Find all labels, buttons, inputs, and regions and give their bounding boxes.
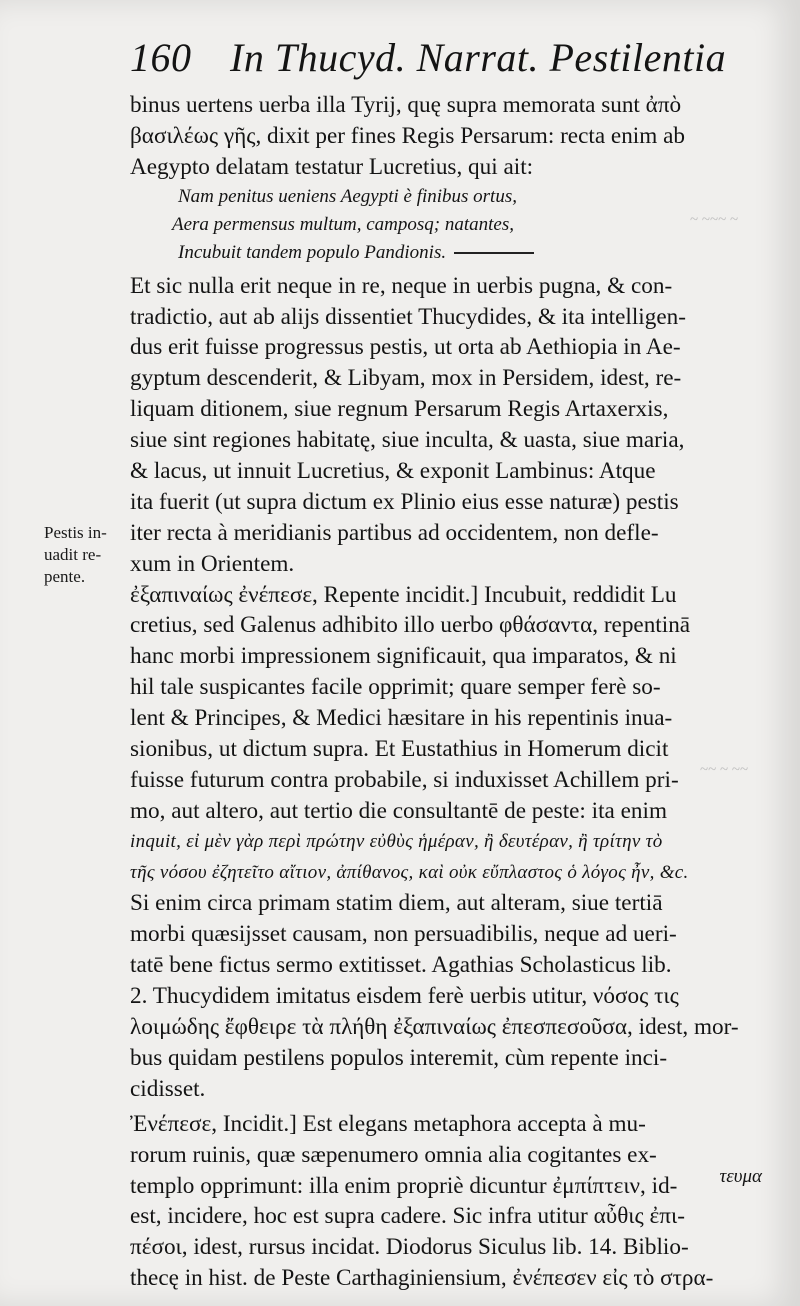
text-line: iter recta à meridianis partibus ad occidentem, non defle-: [130, 519, 659, 546]
text-line: mo, aut altero, aut tertio die consultantē de peste: ita enim: [130, 797, 668, 824]
margin-note: [44, 522, 107, 588]
text-line: 2. Thucydidem imitatus eisdem ferè uerbis utitur, νόσος τις: [130, 983, 679, 1010]
text-line: ἐξαπιναίως ἐνέπεσε, Repente incidit.] Incubuit, reddidit Lu: [130, 581, 677, 608]
text-line: siue sint regiones habitatę, siue inculta, & uasta, siue maria,: [130, 427, 685, 454]
text-line: hanc morbi impressionem significauit, qua imparatos, & ni: [130, 643, 677, 670]
text-line: est, incidere, hoc est supra cadere. Sic infra utitur αὖθις ἐπι-: [130, 1203, 685, 1230]
text-line: tradictio, aut ab alijs dissentiet Thucydides, & ita intelligen-: [130, 303, 686, 330]
page-number: 160: [130, 35, 192, 80]
text-line: sionibus, ut dictum supra. Et Eustathius in Homerum dicit: [130, 736, 669, 763]
text-line: βασιλέως γῆς, dixit per fines Regis Persarum: recta enim ab: [130, 122, 685, 149]
text-line-greek: τῆς νόσου ἐζητεῖτο αἴτιον, ἀπίθανος, καὶ οὐκ εὔπλαστος ὁ λόγος ἦν, &c.: [130, 861, 689, 883]
text-line: bus quidam pestilens populos interemit, cùm repente inci-: [130, 1044, 668, 1071]
running-title: In Thucyd. Narrat. Pestilentia: [230, 35, 727, 80]
verse-line: [130, 239, 765, 267]
text-line: Aegypto delatam testatur Lucretius, qui ait:: [130, 153, 534, 180]
text-line: Ἐνέπεσε, Incidit.] Est elegans metaphora accepta à mu-: [130, 1110, 646, 1137]
text-line: πέσοι, idest, rursus incidat. Diodorus Siculus lib. 14. Biblio-: [130, 1234, 689, 1261]
text-line-greek: inquit, εἰ μὲν γὰρ περὶ πρώτην εὐθὺς ἡμέραν, ἢ δευτέραν, ἢ τρίτην τὸ: [130, 830, 663, 852]
text-line: xum in Orientem.: [130, 550, 295, 577]
text-line: & lacus, ut innuit Lucretius, & exponit Lambinus: Atque: [130, 458, 656, 485]
margin-note-line: uadit re-: [44, 545, 102, 564]
text-line: ita fuerit (ut supra dictum ex Plinio eius esse naturæ) pestis: [130, 488, 679, 515]
catchword: τευμα: [719, 1166, 762, 1187]
verse-line: Nam penitus ueniens Aegypti è finibus ortus,: [178, 185, 517, 207]
text-line: hil tale suspicantes facile opprimit; quare semper ferè so-: [130, 674, 661, 701]
text-line: λοιμώδης ἔφθειρε τὰ πλήθη ἐξαπιναίως ἐπεσπεσοῦσα, idest, mor-: [130, 1014, 739, 1041]
running-header: [130, 34, 760, 81]
text-line: morbi quæsijsset causam, non persuadibilis, neque ad ueri-: [130, 921, 677, 948]
text-line: dus erit fuisse progressus pestis, ut orta ab Aethiopia in Ae-: [130, 334, 681, 361]
text-line: templo opprimunt: illa enim propriè dicuntur ἐμπίπτειν, id-: [130, 1172, 678, 1199]
margin-note-line: Pestis in-: [44, 523, 107, 542]
text-line: Et sic nulla erit neque in re, neque in uerbis pugna, & con-: [130, 272, 673, 299]
text-line: thecę in hist. de Peste Carthaginiensium, ἐνέπεσεν εἰς τὸ στρα-: [130, 1265, 714, 1292]
text-line: gyptum descenderit, & Libyam, mox in Persidem, idest, re-: [130, 365, 682, 392]
bleed-through-decoration: ~~ ~ ~~: [700, 762, 749, 778]
verse-text: Incubuit tandem populo Pandionis.: [178, 241, 447, 263]
text-line: fuisse futurum contra probabile, si induxisset Achillem pri-: [130, 766, 679, 793]
text-line: Si enim circa primam statim diem, aut alteram, siue tertiā: [130, 890, 663, 917]
text-line: lent & Principes, & Medici hæsitare in his repentinis inua-: [130, 705, 673, 732]
text-block: [130, 90, 765, 1294]
verse-line: Aera permensus multum, camposq; natantes,: [172, 213, 514, 235]
text-line: liquam ditionem, siue regnum Persarum Regis Artaxerxis,: [130, 396, 669, 423]
margin-note-line: pente.: [44, 567, 86, 586]
bleed-through-decoration: ~ ~~~ ~: [690, 212, 739, 228]
text-line: tatē bene fictus sermo extitisset. Agathias Scholasticus lib.: [130, 952, 672, 979]
dash-rule: [454, 252, 534, 254]
text-line: binus uertens uerba illa Tyrij, quę supra memorata sunt ἀπὸ: [130, 92, 682, 118]
text-line: rorum ruinis, quæ sæpenumero omnia alia cogitantes ex-: [130, 1141, 657, 1168]
text-line: cretius, sed Galenus adhibito illo uerbo φθάσαντα, repentinā: [130, 612, 691, 639]
text-line: cidisset.: [130, 1075, 206, 1102]
